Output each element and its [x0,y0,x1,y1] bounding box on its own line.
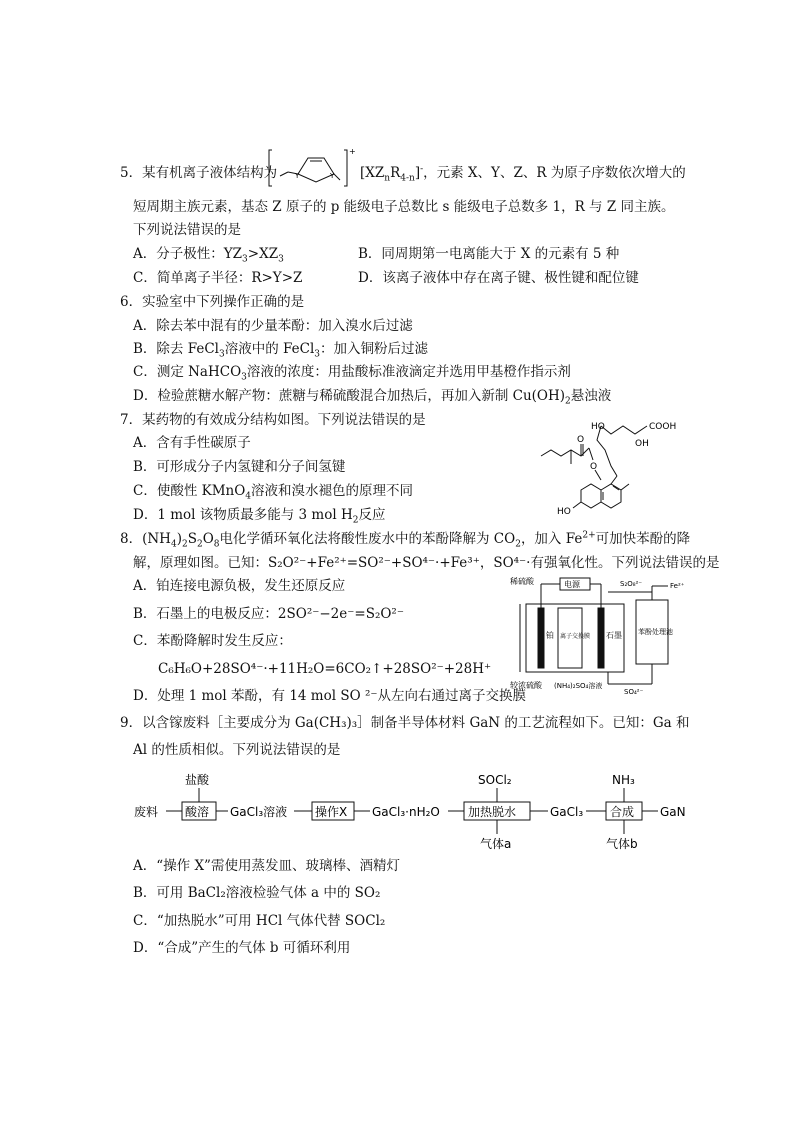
q7-oh-label: OH [635,439,649,449]
q7-cooh-label: COOH [649,422,677,432]
q5-option-b: B．同周期第一电离能大于 X 的元素有 5 种 [358,246,620,262]
q8-power-label: 电源 [564,580,580,589]
q8-option-a: A．铂连接电源负极，发生还原反应 [133,578,346,594]
q9-line1: 9．以含镓废料［主要成分为 Ga(CH₃)₃］制备半导体材料 GaN 的工艺流程如下。已知：Ga 和 [120,715,690,731]
q9-gan-label: GaN [660,805,686,819]
q5-line1: 5．某有机离子液体结构为 [120,165,278,181]
q8-sulfate-label: SO₄²⁻ [624,688,644,696]
q5-option-d: D．该离子液体中存在离子键、极性键和配位键 [358,270,639,286]
q9-gacl3-label: GaCl₃ [550,805,584,819]
q5-line3: 下列说法错误的是 [133,222,241,238]
q7-option-a: A．含有手性碳原子 [133,435,251,451]
q9-synthesis-box: 合成 [610,805,635,819]
q6-option-b: B．除去 FeCl$_3$溶液中的 FeCl$_3$：加入铜粉后过滤 [133,341,429,360]
q8-dilute-acid-label: 稀硫酸 [510,577,534,586]
q9-option-c: C．“加热脱水”可用 HCl 气体代替 SOCl₂ [133,913,386,929]
q8-fe-label: Fe²⁺ [670,582,685,590]
q5-ring-label-left: Y [295,172,300,180]
q9-option-d: D．“合成”产生的气体 b 可循环利用 [133,940,351,956]
q5-option-c: C．简单离子半径：R>Y>Z [133,270,303,286]
q7-stem: 7．某药物的有效成分结构如图。下列说法错误的是 [120,412,426,428]
q8-graphite-label: 石墨 [606,631,622,640]
q9-hcl-label: 盐酸 [185,773,210,787]
q8-membrane-label: 离子交换膜 [560,633,591,640]
q7-ho-label-bottom: HO [557,507,571,517]
q8-line2: 解，原理如图。已知：S₂O²⁻+Fe²⁺=SO²⁻+SO⁴⁻·+Fe³⁺，SO⁴⁻·有强氧化性。下列说法错误的是 [133,555,720,571]
q9-gacl3-solution-label: GaCl₃溶液 [230,805,288,819]
q5-line1-rest: $[XZ_nR_{4-n}]^-$，元素 X、Y、Z、R 为原子序数依次增大的 [360,164,686,184]
q9-process-flow [130,766,700,856]
q9-gas-b-label: 气体b [606,837,638,851]
q5-cation-structure [268,146,358,190]
q9-hydrate-label: GaCl₃·nH₂O [372,805,440,819]
q9-dissolve-box: 酸溶 [185,805,210,819]
q6-option-c: C．测定 NaHCO$_3$溶液的浓度：用盐酸标准液滴定并选用甲基橙作指示剂 [133,364,571,383]
q9-socl2-label: SOCl₂ [478,773,512,787]
q9-nh3-label: NH₃ [612,773,635,787]
q8-option-b: B．石墨上的电极反应：2SO²⁻−2e⁻=S₂O²⁻ [133,606,404,622]
q8-option-c: C．苯酚降解时发生反应： [133,633,292,649]
q7-molecule-structure [535,414,685,524]
q8-persulfate-label: S₂O₈²⁻ [620,580,643,588]
q9-line2: Al 的性质相似。下列说法错误的是 [133,742,341,758]
q8-electrolysis-diagram [508,572,688,702]
q8-platinum-label: 铂 [546,631,554,640]
q8-tank-label: 苯酚处理池 [638,628,673,636]
q8-line1: 8．$(NH_4)_2S_2O_8$电化学循环氧化法将酸性废水中的苯酚降解为 $CO_2$，加入 $Fe^{2+}$可加快苯酚的降 [120,530,691,550]
q9-operation-x-box: 操作X [315,805,348,819]
q7-carbonyl-o-label: O [577,435,585,445]
q7-option-d: D．1 mol 该物质最多能与 3 mol $H_2$反应 [133,507,386,526]
q8-ammonium-sulfate-label: (NH₄)₂SO₄溶液 [554,682,603,690]
q5-option-a: A．分子极性：$YZ_3>XZ_3$ [133,246,284,265]
q9-option-a: A．“操作 X”需使用蒸发皿、玻璃棒、酒精灯 [133,858,400,874]
q8-option-d: D．处理 1 mol 苯酚，有 14 mol SO ²⁻从左向右通过离子交换膜 [133,688,526,704]
q7-ho-label-top: HO [591,422,605,432]
q6-option-a: A．除去苯中混有的少量苯酚：加入溴水后过滤 [133,318,413,334]
q6-stem: 6．实验室中下列操作正确的是 [120,294,305,310]
q5-line2: 短周期主族元素，基态 Z 原子的 p 能级电子总数比 s 能级电子总数多 1，R 与 Z 同主族。 [133,199,675,215]
q9-option-b: B．可用 BaCl₂溶液检验气体 a 中的 SO₂ [133,885,381,901]
q9-gas-a-label: 气体a [480,837,512,851]
q8-conc-acid-label: 较浓硫酸 [510,681,542,690]
q6-option-d: D．检验蔗糖水解产物：蔗糖与稀硫酸混合加热后，再加入新制 $Cu(OH)_2$悬浊液 [133,388,612,407]
q5-ring-label-right: Y [330,172,335,180]
q5-cation-charge: + [349,147,356,156]
q7-ester-o-label: O [590,462,598,472]
q7-option-b: B．可形成分子内氢键和分子间氢键 [133,459,346,475]
q9-dehydrate-box: 加热脱水 [468,805,517,819]
q9-waste-label: 废料 [134,805,159,819]
q7-option-c: C．使酸性 KMnO$_4$溶液和溴水褪色的原理不同 [133,483,414,502]
q8-option-c-equation: C₆H₆O+28SO⁴⁻·+11H₂O=6CO₂↑+28SO²⁻+28H⁺ [158,661,492,677]
